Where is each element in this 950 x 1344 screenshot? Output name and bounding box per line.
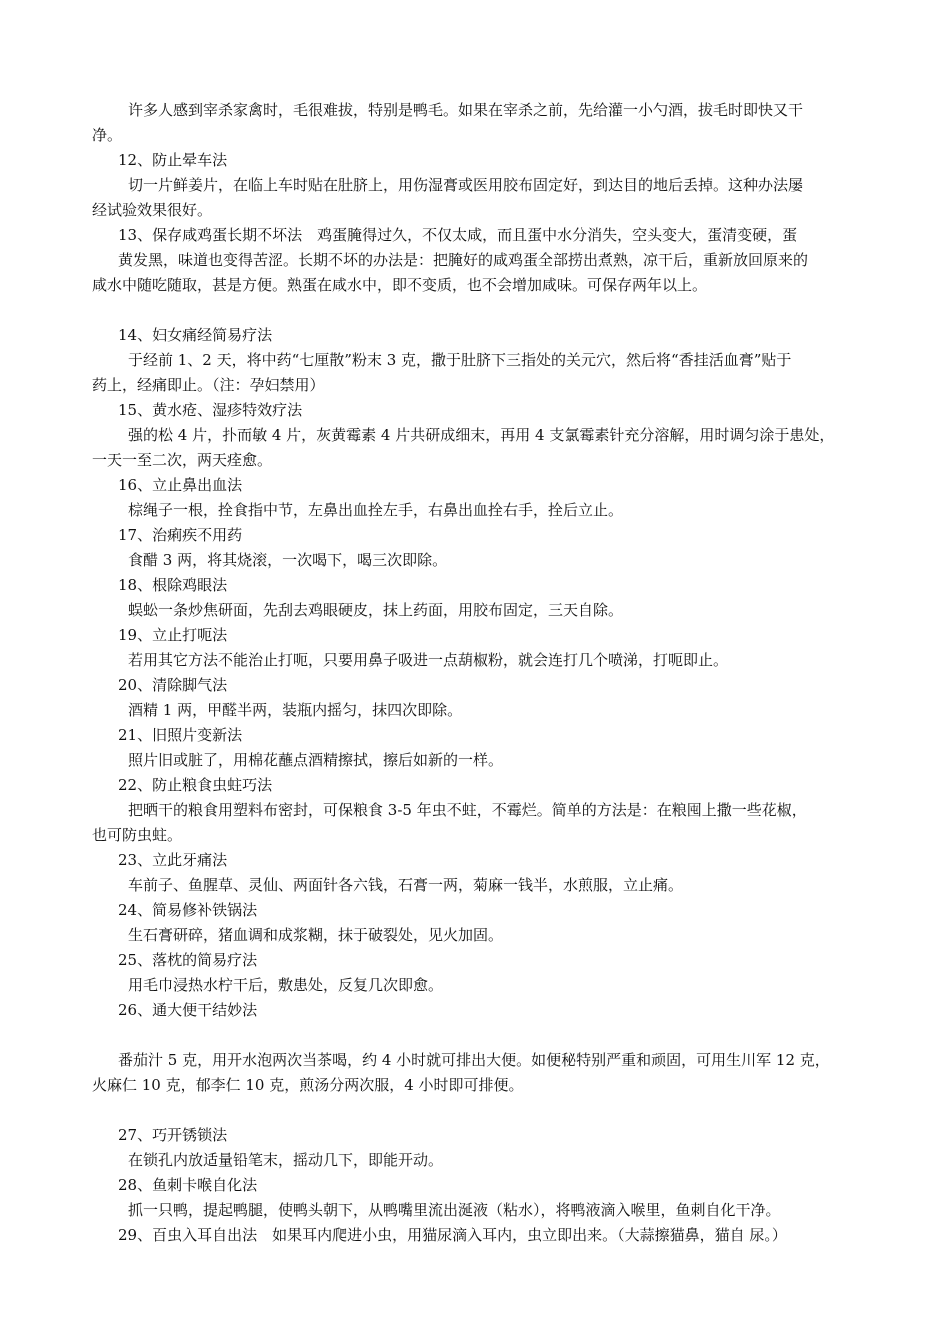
paragraph-line: 生石膏研碎，猪血调和成浆糊，抹于破裂处，见火加固。 — [128, 926, 504, 944]
paragraph-line: 用毛巾浸热水柠干后，敷患处，反复几次即愈。 — [128, 976, 444, 994]
section-heading: 28、鱼刺卡喉自化法 — [118, 1176, 258, 1194]
paragraph-line: 一天一至二次，两天痊愈。 — [92, 451, 273, 469]
paragraph-line: 火麻仁 10 克，郁李仁 10 克，煎汤分两次服，4 小时即可排便。 — [92, 1076, 524, 1094]
paragraph-line: 黄发黑，味道也变得苦涩。长期不坏的办法是：把腌好的咸鸡蛋全部捞出煮熟，凉干后，重新放回原来的 — [118, 251, 809, 269]
section-heading: 20、清除脚气法 — [118, 676, 228, 694]
paragraph-line: 把晒干的粮食用塑料布密封，可保粮食 3-5 年虫不蛀，不霉烂。简单的方法是：在粮囤上撒一些花椒， — [128, 801, 807, 819]
section-heading: 27、巧开锈锁法 — [118, 1126, 228, 1144]
paragraph-line: 照片旧或脏了，用棉花蘸点酒精擦拭，擦后如新的一样。 — [128, 751, 504, 769]
paragraph-line: 净。 — [92, 126, 123, 144]
section-heading: 26、通大便干结妙法 — [118, 1001, 258, 1019]
paragraph-line: 食醋 3 两，将其烧滚，一次喝下，喝三次即除。 — [128, 551, 448, 569]
paragraph-line: 经试验效果很好。 — [92, 201, 213, 219]
section-heading: 12、防止晕车法 — [118, 151, 228, 169]
paragraph-line: 车前子、鱼腥草、灵仙、两面针各六钱，石膏一两，菊麻一钱半，水煎服，立止痛。 — [128, 876, 684, 894]
paragraph-line: 酒精 1 两，甲醛半两，装瓶内摇匀，抹四次即除。 — [128, 701, 463, 719]
blank-line — [92, 1098, 862, 1123]
paragraph-line: 番茄汁 5 克，用开水泡两次当茶喝，约 4 小时就可排出大便。如便秘特别严重和顽固，可用生川军 12 克， — [118, 1051, 830, 1069]
section-heading: 25、落枕的简易疗法 — [118, 951, 258, 969]
section-heading: 23、立此牙痛法 — [118, 851, 228, 869]
section-heading: 13、保存咸鸡蛋长期不坏法 鸡蛋腌得过久，不仅太咸，而且蛋中水分消失，空头变大，蛋清变硬，蛋 — [118, 226, 798, 244]
paragraph-line: 强的松 4 片，扑而敏 4 片，灰黄霉素 4 片共研成细末，再用 4 支氯霉素针充分溶解，用时调匀涂于患处， — [128, 426, 835, 444]
section-heading: 14、妇女痛经简易疗法 — [118, 326, 273, 344]
section-heading: 24、简易修补铁锅法 — [118, 901, 258, 919]
section-heading: 18、根除鸡眼法 — [118, 576, 228, 594]
blank-line — [92, 298, 862, 323]
section-heading: 29、百虫入耳自出法 如果耳内爬进小虫，用猫尿滴入耳内，虫立即出来。（大蒜擦猫鼻，猫自 尿。） — [118, 1226, 787, 1244]
section-heading: 22、防止粮食虫蛀巧法 — [118, 776, 273, 794]
paragraph-line: 药上，经痛即止。（注：孕妇禁用） — [92, 376, 325, 394]
section-heading: 19、立止打呃法 — [118, 626, 228, 644]
paragraph-line: 蜈蚣一条炒焦研面，先刮去鸡眼硬皮，抹上药面，用胶布固定，三天自除。 — [128, 601, 624, 619]
paragraph-line: 咸水中随吃随取，甚是方便。熟蛋在咸水中，即不变质，也不会增加咸味。可保存两年以上。 — [92, 276, 708, 294]
paragraph-line: 也可防虫蛀。 — [92, 826, 183, 844]
paragraph-line: 切一片鲜姜片，在临上车时贴在肚脐上，用伤湿膏或医用胶布固定好，到达目的地后丢掉。这种办法屡 — [128, 176, 804, 194]
paragraph-line: 若用其它方法不能治止打呃，只要用鼻子吸进一点葫椒粉，就会连打几个喷涕，打呃即止。 — [128, 651, 729, 669]
paragraph-line: 棕绳子一根，拴食指中节，左鼻出血拴左手，右鼻出血拴右手，拴后立止。 — [128, 501, 624, 519]
document-page — [92, 98, 862, 1248]
section-heading: 17、治痢疾不用药 — [118, 526, 243, 544]
paragraph-line: 在锁孔内放适量铅笔末，摇动几下，即能开动。 — [128, 1151, 444, 1169]
paragraph-line: 于经前 1、2 天，将中药“七厘散”粉末 3 克，撒于肚脐下三指处的关元穴，然后将“香挂活血膏”贴于 — [128, 351, 792, 369]
section-heading: 16、立止鼻出血法 — [118, 476, 243, 494]
section-heading: 21、旧照片变新法 — [118, 726, 243, 744]
paragraph-line: 抓一只鸭，提起鸭腿，使鸭头朝下，从鸭嘴里流出涎液（粘水），将鸭液滴入喉里，鱼刺自化干净。 — [128, 1201, 781, 1219]
blank-line — [92, 1023, 862, 1048]
paragraph-line: 许多人感到宰杀家禽时，毛很难拔，特别是鸭毛。如果在宰杀之前，先给灌一小勺酒，拔毛时即快又干 — [128, 101, 804, 119]
section-heading: 15、黄水疮、湿疹特效疗法 — [118, 401, 303, 419]
